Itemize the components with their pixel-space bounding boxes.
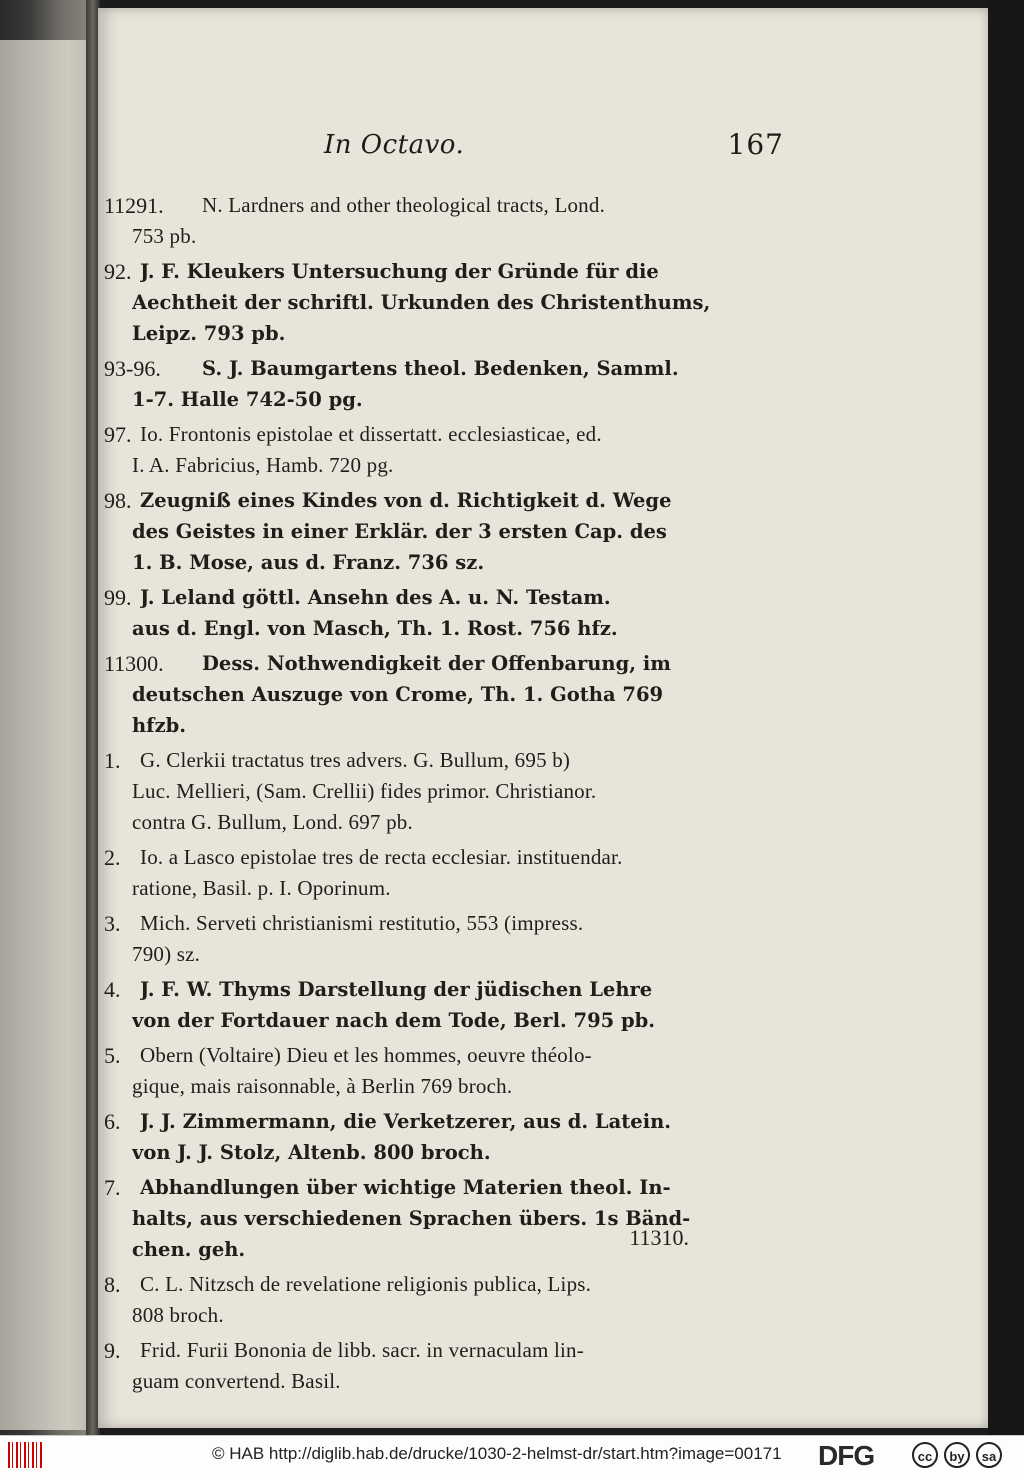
entry-line: Obern (Voltaire) Dieu et les hommes, oeuvre théolo- bbox=[140, 1043, 592, 1067]
entry-line: contra G. Bullum, Lond. 697 pb. bbox=[132, 810, 413, 834]
entry-line: guam convertend. Basil. bbox=[132, 1369, 341, 1393]
entry-line: gique, mais raisonnable, à Berlin 769 broch. bbox=[132, 1074, 513, 1098]
entry-number: 98. bbox=[104, 488, 132, 513]
catalogue-entry bbox=[104, 648, 700, 741]
entry-line: chen. geh. bbox=[132, 1238, 246, 1261]
entry-line: Zeugniß eines Kindes von d. Richtigkeit d. Wege bbox=[140, 489, 672, 512]
entry-line: G. Clerkii tractatus tres advers. G. Bullum, 695 b) bbox=[140, 748, 571, 772]
catalogue-entry bbox=[104, 1106, 700, 1168]
page-number: 167 bbox=[727, 128, 784, 161]
catalogue-entry bbox=[104, 582, 700, 644]
catalogue-entries bbox=[104, 190, 711, 1401]
entry-line: Frid. Furii Bononia de libb. sacr. in vernaculam lin- bbox=[140, 1338, 584, 1362]
copyright-link[interactable]: © HAB http://diglib.hab.de/drucke/1030-2-helmst-dr/start.htm?image=00171 bbox=[212, 1444, 782, 1463]
entry-line: Abhandlungen über wichtige Materien theol. In- bbox=[140, 1176, 671, 1199]
entry-line: 1. B. Mose, aus d. Franz. 736 sz. bbox=[132, 551, 485, 574]
entry-line: Io. Frontonis epistolae et dissertatt. ecclesiasticae, ed. bbox=[140, 422, 602, 446]
entry-line: 753 pb. bbox=[132, 224, 197, 248]
facing-page-edge bbox=[0, 40, 96, 1430]
entry-number: 6. bbox=[104, 1109, 121, 1134]
entry-number: 11291. bbox=[104, 193, 164, 218]
catalogue-entry bbox=[104, 419, 700, 481]
catalogue-entry bbox=[104, 1269, 700, 1331]
entry-line: hfzb. bbox=[132, 714, 187, 737]
entry-number: 99. bbox=[104, 585, 132, 610]
entry-number: 5. bbox=[104, 1043, 121, 1068]
entry-line: N. Lardners and other theological tracts, Lond. bbox=[202, 193, 606, 217]
catalogue-entry bbox=[104, 190, 700, 252]
catalogue-entry bbox=[104, 842, 700, 904]
library-barcode-icon bbox=[8, 1442, 44, 1468]
entry-number: 9. bbox=[104, 1338, 121, 1363]
entry-line: S. J. Baumgartens theol. Bedenken, Samml. bbox=[202, 357, 679, 380]
viewer-footer bbox=[0, 1435, 1024, 1474]
entry-number: 97. bbox=[104, 422, 132, 447]
cc-icon: cc bbox=[912, 1442, 938, 1468]
entry-line: 790) sz. bbox=[132, 942, 201, 966]
entry-line: aus d. Engl. von Masch, Th. 1. Rost. 756 hfz. bbox=[132, 617, 618, 640]
catalogue-entry bbox=[104, 908, 700, 970]
catalogue-entry bbox=[104, 485, 700, 578]
entry-number: 93-96. bbox=[104, 356, 161, 381]
entry-line: halts, aus verschiedenen Sprachen übers. 1s Bänd- bbox=[132, 1207, 691, 1230]
by-icon: by bbox=[944, 1442, 970, 1468]
entry-line: C. L. Nitzsch de revelatione religionis publica, Lips. bbox=[140, 1272, 592, 1296]
entry-number: 7. bbox=[104, 1175, 121, 1200]
entry-number: 1. bbox=[104, 748, 121, 773]
entry-line: J. F. Kleukers Untersuchung der Gründe für die bbox=[140, 260, 659, 283]
license-badge[interactable] bbox=[912, 1440, 1018, 1470]
entry-line: J. F. W. Thyms Darstellung der jüdischen Lehre bbox=[140, 978, 653, 1001]
entry-line: J. Leland göttl. Ansehn des A. u. N. Testam. bbox=[140, 586, 611, 609]
entry-line: Dess. Nothwendigkeit der Offenbarung, im bbox=[202, 652, 671, 675]
entry-number: 8. bbox=[104, 1272, 121, 1297]
catalogue-entry bbox=[104, 974, 700, 1036]
catchword: 11310. bbox=[629, 1225, 689, 1250]
catalogue-entry bbox=[104, 1172, 700, 1265]
entry-line: ratione, Basil. p. I. Oporinum. bbox=[132, 876, 391, 900]
sa-icon: sa bbox=[976, 1442, 1002, 1468]
entry-line: von der Fortdauer nach dem Tode, Berl. 795 pb. bbox=[132, 1009, 656, 1032]
page-header bbox=[324, 126, 784, 170]
entry-number: 92. bbox=[104, 259, 132, 284]
entry-number: 11300. bbox=[104, 651, 164, 676]
entry-line: von J. J. Stolz, Altenb. 800 broch. bbox=[132, 1141, 491, 1164]
entry-line: Aechtheit der schriftl. Urkunden des Christenthums, bbox=[132, 291, 711, 314]
entry-line: I. A. Fabricius, Hamb. 720 pg. bbox=[132, 453, 394, 477]
catalogue-entry bbox=[104, 745, 700, 838]
entry-line: 808 broch. bbox=[132, 1303, 224, 1327]
entry-line: 1-7. Halle 742-50 pg. bbox=[132, 388, 363, 411]
entry-number: 4. bbox=[104, 977, 121, 1002]
catalogue-entry bbox=[104, 353, 700, 415]
entry-line: des Geistes in einer Erklär. der 3 ersten Cap. des bbox=[132, 520, 667, 543]
running-title: In Octavo. bbox=[324, 130, 465, 160]
entry-line: deutschen Auszuge von Crome, Th. 1. Gotha 769 bbox=[132, 683, 664, 706]
catalogue-entry bbox=[104, 1040, 700, 1102]
entry-line: Io. a Lasco epistolae tres de recta ecclesiar. instituendar. bbox=[140, 845, 623, 869]
catalogue-entry bbox=[104, 1335, 700, 1397]
entry-line: Luc. Mellieri, (Sam. Crellii) fides primor. Christianor. bbox=[132, 779, 597, 803]
dfg-logo: DFG bbox=[818, 1440, 875, 1471]
entry-line: Mich. Serveti christianismi restitutio, 553 (impress. bbox=[140, 911, 584, 935]
catalogue-entry bbox=[104, 256, 711, 349]
entry-number: 2. bbox=[104, 845, 121, 870]
entry-line: Leipz. 793 pb. bbox=[132, 322, 286, 345]
scan-margin bbox=[988, 0, 1024, 1435]
entry-line: J. J. Zimmermann, die Verketzerer, aus d. Latein. bbox=[140, 1110, 672, 1133]
entry-number: 3. bbox=[104, 911, 121, 936]
